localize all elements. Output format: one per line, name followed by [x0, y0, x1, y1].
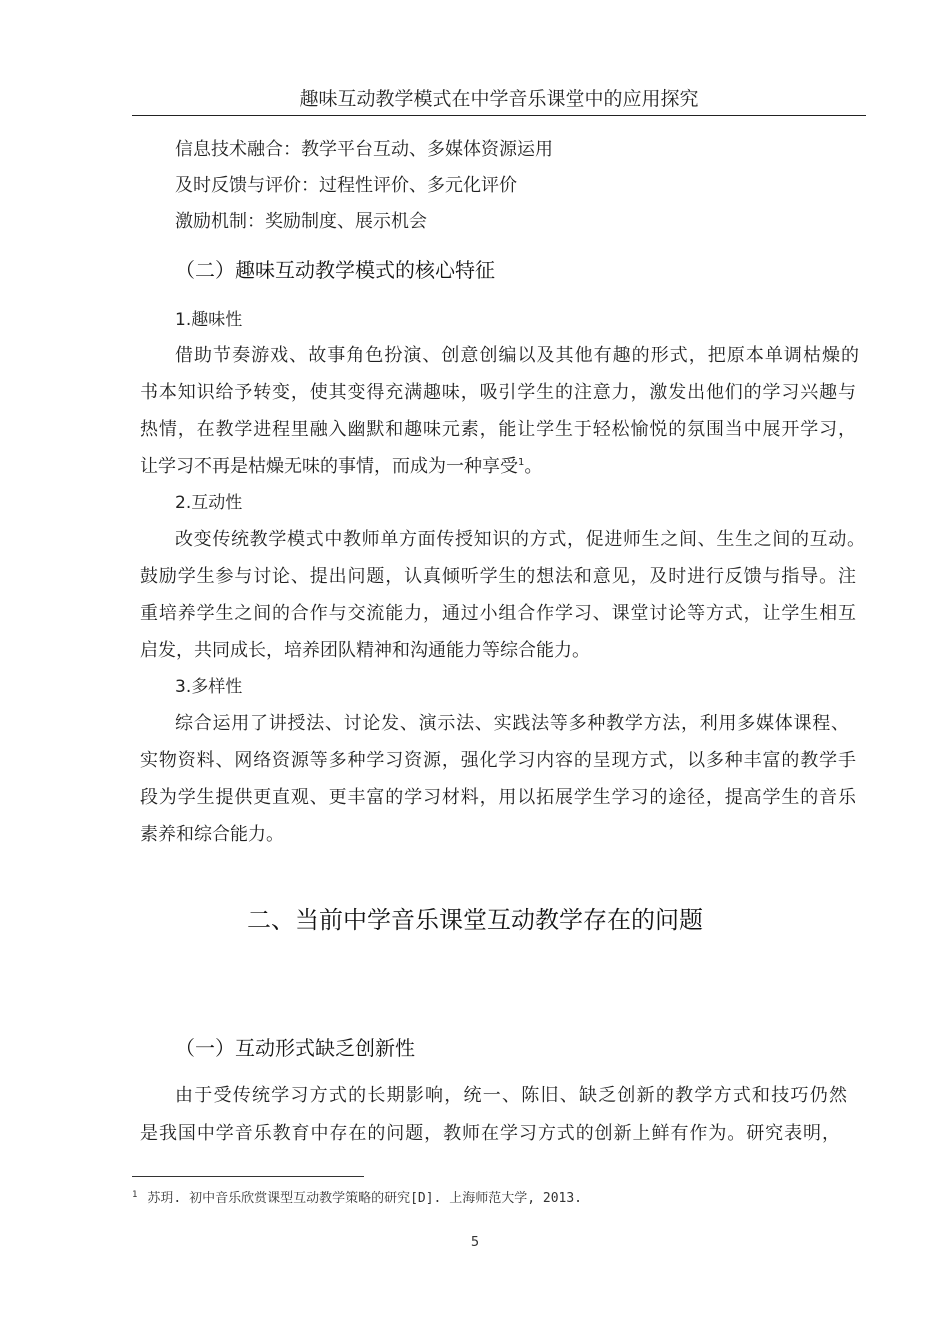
list-line-info-tech: 信息技术融合：教学平台互动、多媒体资源运用 — [175, 139, 553, 160]
subheading-diversity: 3.多样性 — [175, 677, 243, 697]
subheading-fun: 1.趣味性 — [175, 310, 243, 330]
section-heading-core-features: （二）趣味互动教学模式的核心特征 — [175, 258, 495, 282]
section-heading-lack-innovation: （一）互动形式缺乏创新性 — [175, 1036, 415, 1060]
footnote-text: 苏玥. 初中音乐欣赏课型互动教学策略的研究[D]. 上海师范大学, 2013. — [147, 1191, 582, 1206]
paragraph-line: 是我国中学音乐教育中存在的问题，教师在学习方式的创新上鲜有作为。研究表明， — [140, 1123, 840, 1144]
paragraph-line: 借助节奏游戏、故事角色扮演、创意创编以及其他有趣的形式，把原本单调枯燥的 — [175, 345, 859, 366]
paragraph-line: 由于受传统学习方式的长期影响，统一、陈旧、缺乏创新的教学方式和技巧仍然 — [175, 1085, 847, 1106]
footnote-reference: 1 — [518, 457, 525, 468]
paragraph-line: 重培养学生之间的合作与交流能力，通过小组合作学习、课堂讨论等方式，让学生相互 — [140, 603, 856, 624]
footnote — [132, 1190, 582, 1208]
paragraph-line-tail: 。 — [524, 456, 543, 477]
list-line-incentive: 激励机制：奖励制度、展示机会 — [175, 211, 427, 232]
paragraph-line: 鼓励学生参与讨论、提出问题，认真倾听学生的想法和意见，及时进行反馈与指导。注 — [140, 566, 856, 587]
paragraph-line: 段为学生提供更直观、更丰富的学习材料，用以拓展学生学习的途径，提高学生的音乐 — [140, 787, 856, 808]
paragraph-line-last — [140, 454, 542, 480]
paragraph-line: 书本知识给予转变，使其变得充满趣味，吸引学生的注意力，激发出他们的学习兴趣与 — [140, 382, 856, 403]
running-header-title: 趣味互动教学模式在中学音乐课堂中的应用探究 — [299, 88, 699, 110]
paragraph-line-text: 让学习不再是枯燥无味的事情，而成为一种享受 — [140, 456, 518, 477]
footnote-number: 1 — [132, 1189, 138, 1200]
subheading-interactivity: 2.互动性 — [175, 493, 243, 513]
page-number: 5 — [470, 1235, 480, 1250]
paragraph-line: 热情，在教学进程里融入幽默和趣味元素，能让学生于轻松愉悦的氛围当中展开学习， — [140, 419, 856, 440]
paragraph-line: 综合运用了讲授法、讨论发、演示法、实践法等多种教学方法，利用多媒体课程、 — [175, 713, 849, 734]
footnote-divider — [132, 1176, 364, 1177]
paragraph-line-last: 启发，共同成长，培养团队精神和沟通能力等综合能力。 — [140, 640, 590, 661]
list-line-feedback: 及时反馈与评价：过程性评价、多元化评价 — [175, 175, 517, 196]
paragraph-line-last: 素养和综合能力。 — [140, 824, 284, 845]
paragraph-line: 实物资料、网络资源等多种学习资源，强化学习内容的呈现方式，以多种丰富的教学手 — [140, 750, 856, 771]
chapter-heading-problems: 二、当前中学音乐课堂互动教学存在的问题 — [247, 906, 703, 934]
paragraph-line: 改变传统教学模式中教师单方面传授知识的方式，促进师生之间、生生之间的互动。 — [175, 529, 865, 550]
header-divider — [132, 115, 866, 116]
